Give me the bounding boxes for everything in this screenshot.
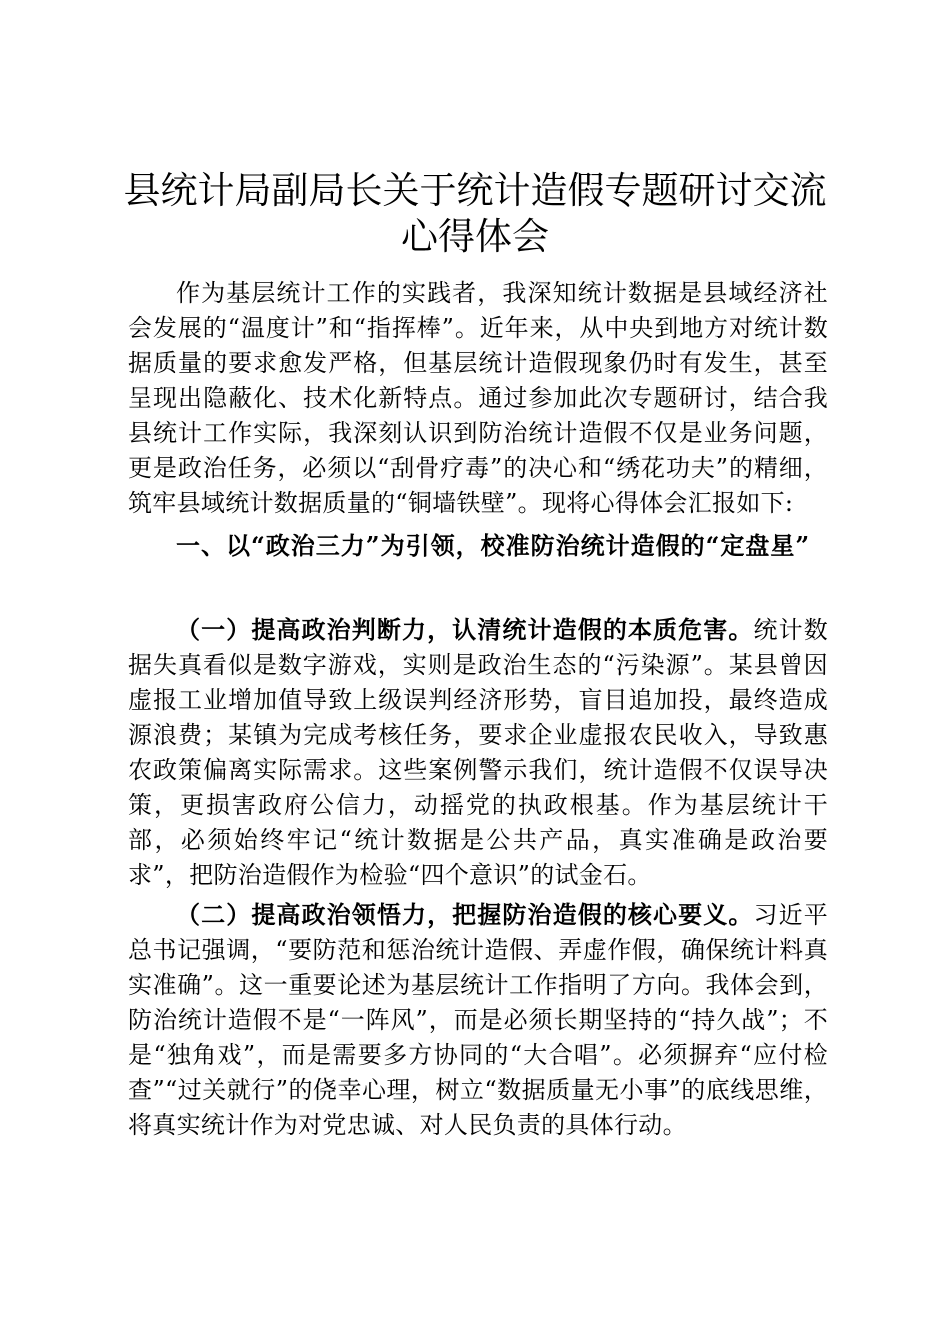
subsection-2-lead: （二）提高政治领悟力，把握防治造假的核心要义。 (176, 900, 754, 929)
subsection-2-body: 习近平总书记强调，“要防范和惩治统计造假、弄虚作假，确保统计料真实准确”。这一重要论述为基层统计工作指明了方向。我体会到，防治统计造假不是“一阵风”，而是必须长期坚持的“持久战”；不是“独角戏”，而是需要多方协同的“大合唱”。必须摒弃“应付检查”“过关就行”的侥幸心理，树立“数据质量无小事”的底线思维，将真实统计作为对党忠诚、对人民负责的具体行动。 (128, 901, 828, 1139)
intro-paragraph: 作为基层统计工作的实践者，我深知统计数据是县域经济社会发展的“温度计”和“指挥棒”。近年来，从中央到地方对统计数据质量的要求愈发严格，但基层统计造假现象仍时有发生，甚至呈现出隐蔽化、技术化新特点。通过参加此次专题研讨，结合我县统计工作实际，我深刻认识到防治统计造假不仅是业务问题，更是政治任务，必须以“刮骨疗毒”的决心和“绣花功夫”的精细，筑牢县域统计数据质量的“铜墙铁壁”。现将心得体会汇报如下: (128, 279, 828, 517)
document-title: 县统计局副局长关于统计造假专题研讨交流心得体会 (123, 169, 827, 258)
section-1-heading: 一、以“政治三力”为引领，校准防治统计造假的“定盘星” (176, 531, 811, 560)
subsection-1-body: 统计数据失真看似是数字游戏，实则是政治生态的“污染源”。某县曾因虚报工业增加值导致上级误判经济形势，盲目追加投，最终造成源浪费；某镇为完成考核任务，要求企业虚报农民收入，导致惠农政策偏离实际需求。这些案例警示我们，统计造假不仅误导决策，更损害政府公信力，动摇党的执政根基。作为基层统计干部，必须始终牢记“统计数据是公共产品，真实准确是政治要求”，把防治造假作为检验“四个意识”的试金石。 (128, 616, 828, 889)
subsection-2-paragraph (128, 897, 828, 1143)
subsection-1-lead: （一）提高政治判断力，认清统计造假的本质危害。 (176, 615, 754, 644)
subsection-1-paragraph (128, 612, 828, 893)
